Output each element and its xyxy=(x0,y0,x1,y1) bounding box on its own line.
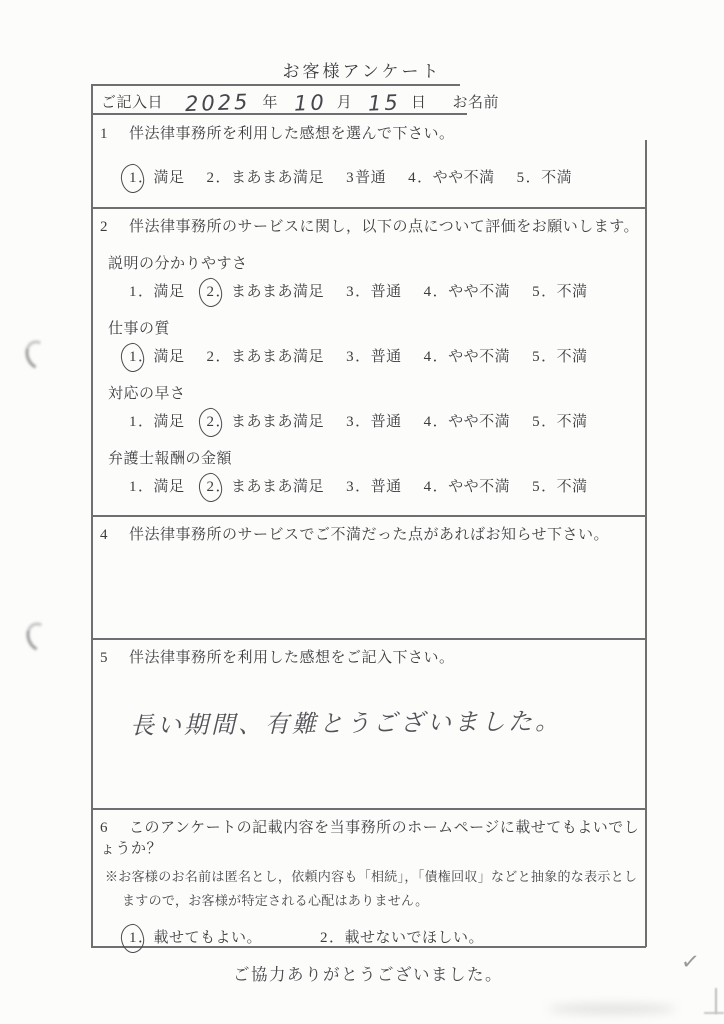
option-number: 4 xyxy=(423,414,432,430)
date-label: ご記入日 xyxy=(101,95,164,111)
page-title: お客様アンケート xyxy=(282,62,442,81)
date-row xyxy=(92,88,644,117)
rating-options xyxy=(128,477,644,498)
divider-q2-q4 xyxy=(91,515,646,517)
option-number: 4 xyxy=(423,479,432,495)
option-separator: ． xyxy=(355,284,371,300)
question-2-line xyxy=(92,211,644,238)
option-separator: ． xyxy=(138,414,154,430)
question-5 xyxy=(92,642,644,740)
option-number: 1 xyxy=(128,168,138,189)
question-number: 2 xyxy=(100,219,108,235)
pencil-checkmark-icon: ✓ xyxy=(679,949,701,976)
option-label: 不満 xyxy=(541,170,573,186)
rating-label: 説明の分かりやすさ xyxy=(108,256,248,272)
handwritten-comment: 長い期間、有難とうございました。 xyxy=(129,707,563,740)
answer-option xyxy=(423,412,511,433)
answer-option xyxy=(345,347,402,368)
answer-option xyxy=(345,477,402,498)
divider-q1-q2 xyxy=(91,207,646,209)
answer-option xyxy=(128,412,185,433)
option-number: 2 xyxy=(206,349,215,365)
question-number: 6 xyxy=(100,820,108,836)
option-label: まあまあ満足 xyxy=(231,170,325,186)
option-label: やや不満 xyxy=(448,414,511,430)
option-number: 3 xyxy=(346,349,355,365)
option-label: まあまあ満足 xyxy=(231,349,325,365)
rating-options xyxy=(128,347,644,368)
question-text: このアンケートの記載内容を当事務所のホームページに載せてもよいでしょうか？ xyxy=(100,820,640,857)
option-number: 4 xyxy=(423,349,432,365)
option-label: 満足 xyxy=(153,414,185,430)
question-number: 5 xyxy=(100,650,108,666)
option-separator: ． xyxy=(355,414,371,430)
option-separator: ． xyxy=(138,479,154,495)
option-separator: ． xyxy=(138,170,154,186)
option-label: 不満 xyxy=(556,284,588,300)
scan-smudge xyxy=(548,1004,676,1014)
option-number: 4 xyxy=(408,170,417,186)
option-separator: ． xyxy=(432,479,449,495)
option-separator: ． xyxy=(138,930,154,946)
year-unit: 年 xyxy=(262,95,278,111)
answer-option xyxy=(206,347,325,368)
option-label: やや不満 xyxy=(432,170,495,186)
option-number: 2 xyxy=(206,282,216,303)
option-separator: ． xyxy=(541,414,557,430)
question-1-options xyxy=(128,168,644,189)
option-number: 3 xyxy=(346,170,355,186)
rating-options xyxy=(128,412,644,433)
option-separator: ． xyxy=(541,349,557,365)
answer-option xyxy=(128,347,185,368)
answer-option xyxy=(423,282,511,303)
option-label: 不満 xyxy=(556,349,588,365)
question-6-options xyxy=(128,928,644,949)
option-separator: ． xyxy=(355,349,371,365)
option-separator: ． xyxy=(417,170,433,186)
answer-option xyxy=(206,168,325,189)
option-number: 1 xyxy=(129,284,137,300)
option-number: 5 xyxy=(532,479,541,495)
option-separator: ． xyxy=(215,284,232,300)
option-separator: ． xyxy=(355,479,371,495)
question-text: 伴法律事務所のサービスでご不満だった点があればお知らせ下さい。 xyxy=(129,527,610,543)
answer-option xyxy=(345,168,386,189)
form-border-right xyxy=(645,140,647,947)
rating-label: 仕事の質 xyxy=(108,321,171,337)
option-number: 4 xyxy=(423,284,432,300)
option-number: 3 xyxy=(346,414,355,430)
question-text: 伴法律事務所のサービスに関し，以下の点について評価をお願いします。 xyxy=(129,219,640,235)
punch-hole-shadow-bottom xyxy=(22,618,56,655)
punch-hole-shadow-top xyxy=(21,336,55,373)
question-number: 1 xyxy=(100,126,108,142)
option-label: 不満 xyxy=(556,414,588,430)
answer-option xyxy=(531,347,588,368)
option-separator: ． xyxy=(541,284,557,300)
option-separator: ． xyxy=(329,930,345,946)
option-separator: ． xyxy=(215,349,232,365)
year-value-handwritten: 2025 xyxy=(184,89,251,117)
answer-option xyxy=(345,282,402,303)
option-number: 2 xyxy=(206,412,216,433)
answer-option xyxy=(423,347,511,368)
option-label: やや不満 xyxy=(448,284,511,300)
rating-label: 対応の早さ xyxy=(108,386,186,402)
answer-option xyxy=(516,168,573,189)
rating-label: 弁護士報酬の金額 xyxy=(108,451,233,467)
option-label: 不満 xyxy=(556,479,588,495)
option-label: 満足 xyxy=(153,284,185,300)
option-separator: ． xyxy=(432,284,449,300)
option-label: やや不満 xyxy=(448,479,511,495)
option-separator: ． xyxy=(432,414,449,430)
answer-option xyxy=(407,168,495,189)
option-separator: ． xyxy=(138,284,154,300)
thank-you-footer: ご協力ありがとうございました。 xyxy=(233,965,503,984)
question-2 xyxy=(92,211,644,498)
answer-option xyxy=(128,477,185,498)
question-4-line xyxy=(92,519,644,546)
option-label: まあまあ満足 xyxy=(231,479,325,495)
option-label: 普通 xyxy=(370,284,402,300)
question-text: 伴法律事務所を利用した感想をご記入下さい。 xyxy=(129,650,455,666)
option-separator: ． xyxy=(138,349,154,365)
answer-option xyxy=(128,168,185,189)
option-label: 満足 xyxy=(153,349,185,365)
question-4 xyxy=(92,519,644,546)
option-label: 普通 xyxy=(370,479,402,495)
option-label: 満足 xyxy=(153,170,185,186)
answer-option xyxy=(206,282,325,303)
option-label: 満足 xyxy=(153,479,185,495)
option-label: 普通 xyxy=(370,349,402,365)
option-label: まあまあ満足 xyxy=(231,414,325,430)
divider-q5-q6 xyxy=(91,808,646,810)
answer-option xyxy=(206,477,325,498)
name-label: お名前 xyxy=(452,95,499,111)
rating-work-quality xyxy=(92,319,644,368)
option-separator: ． xyxy=(525,170,542,186)
option-number: 5 xyxy=(532,414,541,430)
option-label: 載せてもよい。 xyxy=(153,930,263,946)
option-separator: ． xyxy=(215,414,232,430)
question-5-line xyxy=(92,642,644,669)
question-1 xyxy=(92,118,644,189)
question-1-line xyxy=(92,118,644,145)
option-number: 3 xyxy=(346,479,355,495)
option-label: 載せないでほしい。 xyxy=(344,930,485,946)
day-unit: 日 xyxy=(410,95,427,111)
anonymity-note: ※お客様のお名前は匿名とし，依頼内容も「相続」，「債権回収」などと抽象的な表示としますので，お客様が特定される心配はありません。 xyxy=(105,869,638,908)
option-number: 5 xyxy=(516,170,525,186)
option-number: 2 xyxy=(206,477,216,498)
question-text: 伴法律事務所を利用した感想を選んで下さい。 xyxy=(129,126,455,142)
option-separator: ． xyxy=(215,170,232,186)
question-6-line xyxy=(92,812,644,860)
month-unit: 月 xyxy=(336,95,353,111)
form-border-top xyxy=(91,84,460,86)
answer-option xyxy=(531,282,588,303)
day-value-handwritten: 15 xyxy=(367,90,402,116)
option-label: 普通 xyxy=(370,414,402,430)
option-number: 5 xyxy=(532,284,541,300)
answer-option xyxy=(319,928,484,949)
option-number: 1 xyxy=(129,479,137,495)
option-separator: ． xyxy=(215,479,232,495)
option-label: 普通 xyxy=(355,170,387,186)
option-separator: ． xyxy=(541,479,557,495)
answer-option xyxy=(423,477,511,498)
rating-response-speed xyxy=(92,384,644,433)
question-number: 4 xyxy=(100,527,108,543)
answer-option xyxy=(345,412,402,433)
page-corner-shadow-horizontal xyxy=(704,1012,724,1014)
option-separator: ． xyxy=(432,349,449,365)
month-value-handwritten: 10 xyxy=(293,90,328,116)
question-6 xyxy=(92,812,644,949)
answer-option xyxy=(531,412,588,433)
option-number: 1 xyxy=(129,414,137,430)
option-number: 1 xyxy=(128,347,138,368)
option-number: 2 xyxy=(320,930,329,946)
option-number: 5 xyxy=(532,349,541,365)
rating-explanation-clarity xyxy=(92,254,644,303)
rating-attorney-fees xyxy=(92,449,644,498)
option-number: 2 xyxy=(206,170,215,186)
option-number: 1 xyxy=(128,928,138,949)
divider-q4-q5 xyxy=(91,638,646,640)
answer-option xyxy=(128,928,262,949)
page-corner-shadow-vertical xyxy=(715,988,717,1014)
option-label: やや不満 xyxy=(448,349,511,365)
answer-option xyxy=(206,412,325,433)
answer-option xyxy=(128,282,185,303)
option-label: まあまあ満足 xyxy=(231,284,325,300)
option-number: 3 xyxy=(346,284,355,300)
rating-options xyxy=(128,282,644,303)
answer-option xyxy=(531,477,588,498)
